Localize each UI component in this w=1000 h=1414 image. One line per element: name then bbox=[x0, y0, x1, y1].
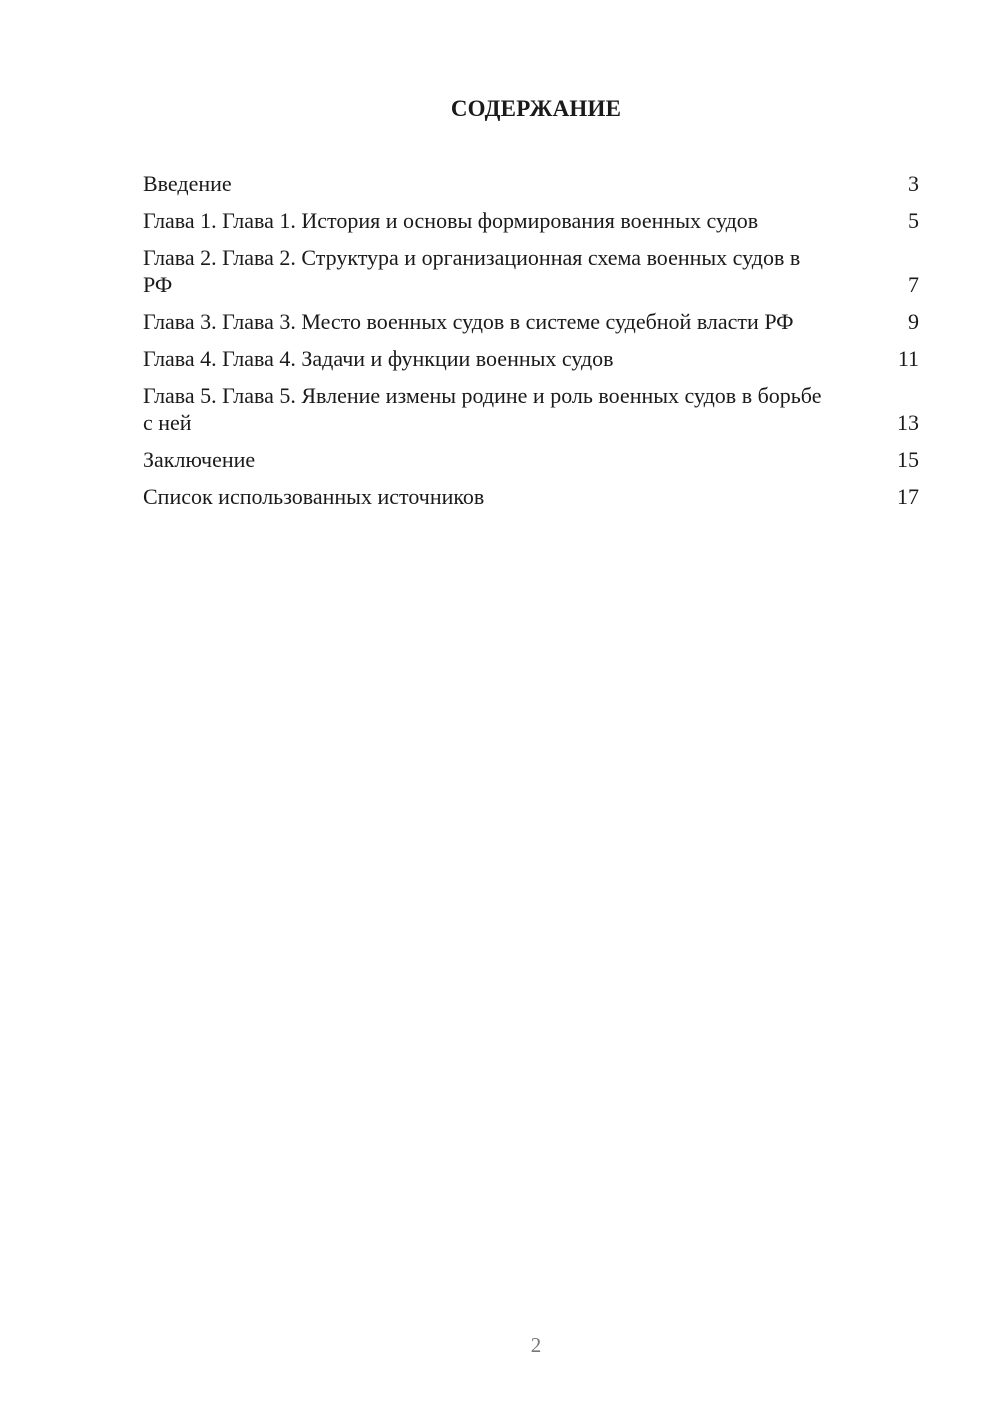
toc-entry-page: 15 bbox=[897, 447, 919, 472]
toc-entry-page: 17 bbox=[897, 484, 919, 509]
toc-entry-title: Глава 1. Глава 1. История и основы формирования военных судов bbox=[143, 208, 759, 233]
toc-entry-chapter-4[interactable] bbox=[143, 345, 919, 372]
toc-entry-conclusion[interactable] bbox=[143, 446, 919, 473]
toc-entry-chapter-3[interactable] bbox=[143, 308, 919, 335]
toc-entry-title: Глава 5. Глава 5. Явление измены родине и роль военных судов в борьбе с ней bbox=[143, 383, 822, 435]
toc-entry-page: 13 bbox=[897, 410, 919, 435]
toc-entry-chapter-1[interactable] bbox=[143, 207, 919, 234]
toc-entry-chapter-5[interactable] bbox=[143, 382, 919, 436]
toc-entry-title: Глава 4. Глава 4. Задачи и функции военных судов bbox=[143, 346, 614, 371]
table-of-contents bbox=[143, 170, 919, 520]
toc-entry-page: 3 bbox=[908, 171, 919, 196]
page-number: 2 bbox=[530, 1333, 542, 1357]
toc-entry-introduction[interactable] bbox=[143, 170, 919, 197]
toc-entry-title: Глава 3. Глава 3. Место военных судов в системе судебной власти РФ bbox=[143, 309, 794, 334]
toc-entry-page: 7 bbox=[908, 272, 919, 297]
toc-entry-references[interactable] bbox=[143, 483, 919, 510]
toc-entry-page: 9 bbox=[908, 309, 919, 334]
page-title: СОДЕРЖАНИЕ bbox=[450, 96, 622, 121]
toc-entry-title: Список использованных источников bbox=[143, 484, 485, 509]
toc-entry-title: Глава 2. Глава 2. Структура и организационная схема военных судов в РФ bbox=[143, 245, 801, 297]
toc-entry-title: Заключение bbox=[143, 447, 256, 472]
toc-entry-page: 5 bbox=[908, 208, 919, 233]
toc-entry-page: 11 bbox=[897, 346, 919, 371]
toc-entry-title: Введение bbox=[143, 171, 232, 196]
toc-entry-chapter-2[interactable] bbox=[143, 244, 919, 298]
